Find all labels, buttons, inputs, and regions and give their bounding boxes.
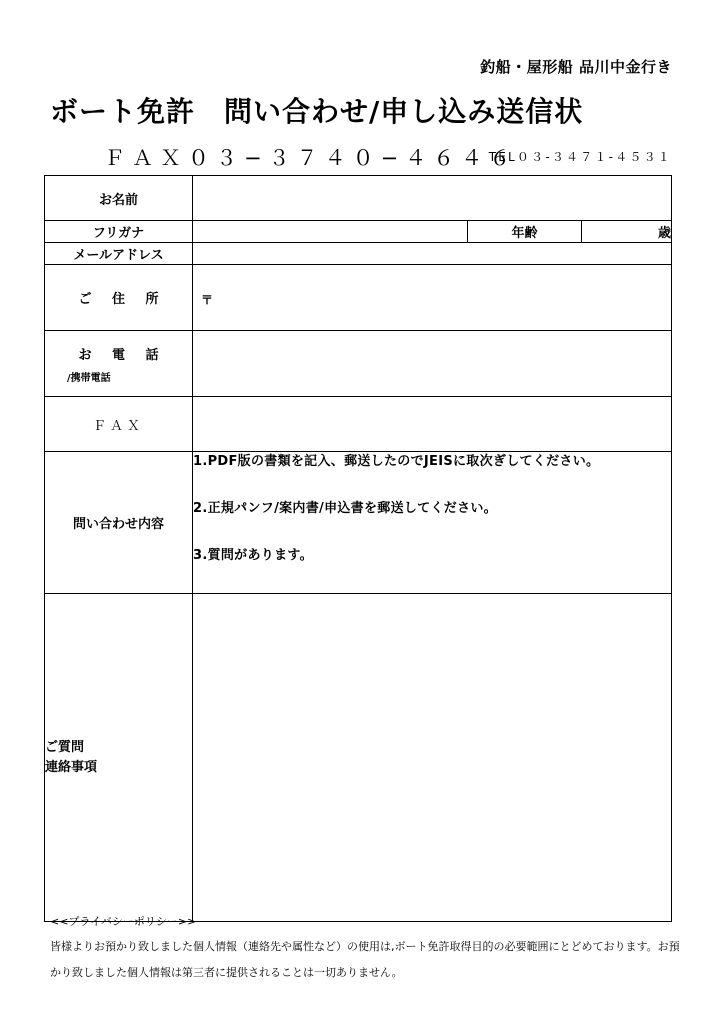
inquiry-options [193,452,672,594]
fax-number: ＦＡＸ０３−３７４０−４６４６ [104,146,518,170]
fax-row [45,397,672,452]
phone-row [45,331,672,397]
notes-label-cell [45,594,193,922]
address-row [45,265,672,331]
inquiry-option-3[interactable]: 3.質問があります。 [193,548,313,563]
privacy-body: 皆様よりお預かり致しました個人情報（連絡先や属性など）の使用は,ボート免許取得目的の必要範囲にとどめております。お預かり致しました個人情報は第三者に提供されることは一切ありません。 [50,940,680,979]
postal-mark: 〒 [201,293,214,307]
address-field[interactable] [193,265,672,331]
notes-field[interactable] [193,594,672,922]
name-row [45,176,672,221]
fax-label: ＦＡＸ [45,397,193,452]
top-note: 釣船・屋形船 品川中金行き [480,58,672,76]
age-field[interactable] [582,221,672,243]
inquiry-row [45,452,672,594]
notes-label-line2: 連絡事項 [45,759,98,775]
tel-number: TEL０３-３４７１-４５３１ [488,150,672,164]
privacy-title: <<プライバシーポリシー>> [50,915,197,928]
furigana-label: フリガナ [45,221,193,243]
page-title: ボート免許 問い合わせ/申し込み送信状 [50,95,584,128]
phone-label: お 電 話 [78,347,167,363]
email-label: メールアドレス [45,243,193,265]
notes-label-line1: ご質問 [45,739,85,755]
age-unit: 歳 [658,226,672,241]
notes-row [45,594,672,922]
inquiry-label: 問い合わせ内容 [45,452,193,594]
email-row [45,243,672,265]
inquiry-option-2[interactable]: 2.正規パンフ/案内書/申込書を郵送してください。 [193,501,497,516]
inquiry-option-1[interactable]: 1.PDF版の書類を記入、郵送したのでJEISに取次ぎしてください。 [193,454,600,469]
address-label: ご 住 所 [45,265,193,331]
email-field[interactable] [193,243,672,265]
phone-label-cell [45,331,193,397]
name-label: お名前 [45,176,193,221]
furigana-field[interactable] [193,221,468,243]
phone-sub-label: /携帯電話 [67,372,111,384]
age-label: 年齢 [468,221,582,243]
fax-field[interactable] [193,397,672,452]
inquiry-form-table [44,175,672,922]
furigana-row [45,221,672,243]
phone-field[interactable] [193,331,672,397]
name-field[interactable] [193,176,672,221]
